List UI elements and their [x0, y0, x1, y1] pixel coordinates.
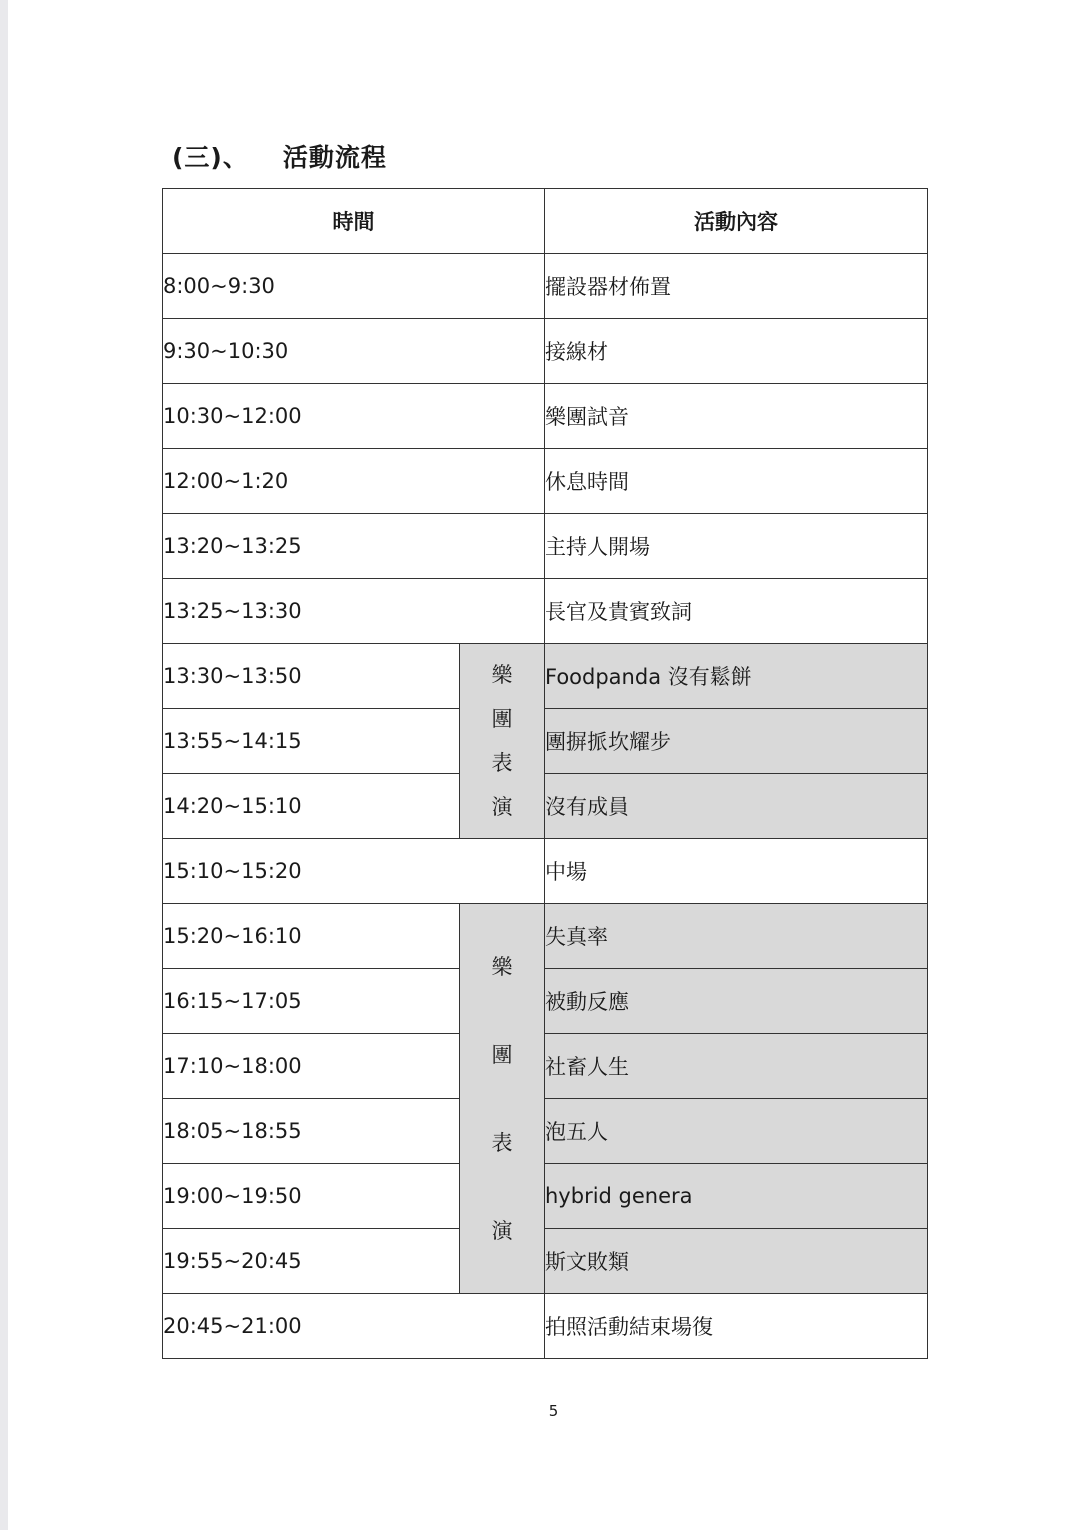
activity-cell: 主持人開場 — [545, 514, 928, 579]
time-cell: 13:55~14:15 — [163, 709, 460, 774]
group-label-char: 團 — [491, 707, 513, 731]
header-time: 時間 — [163, 189, 545, 254]
group-label-char: 表 — [491, 1130, 513, 1155]
time-cell: 19:00~19:50 — [163, 1164, 460, 1229]
activity-cell: hybrid genera — [545, 1164, 928, 1229]
time-cell: 20:45~21:00 — [163, 1294, 545, 1359]
activity-cell: 擺設器材佈置 — [545, 254, 928, 319]
table-row — [163, 319, 928, 384]
table-row — [163, 904, 928, 969]
page-left-edge — [0, 0, 8, 1530]
group-label-char: 團 — [491, 1042, 513, 1067]
table-row — [163, 254, 928, 319]
header-activity: 活動內容 — [545, 189, 928, 254]
table-row — [163, 969, 928, 1034]
time-cell: 13:30~13:50 — [163, 644, 460, 709]
time-cell: 17:10~18:00 — [163, 1034, 460, 1099]
time-cell: 15:10~15:20 — [163, 839, 545, 904]
time-cell: 9:30~10:30 — [163, 319, 545, 384]
table-row — [163, 839, 928, 904]
activity-cell: 沒有成員 — [545, 774, 928, 839]
activity-cell: 中場 — [545, 839, 928, 904]
time-cell: 19:55~20:45 — [163, 1229, 460, 1294]
time-cell: 14:20~15:10 — [163, 774, 460, 839]
group-label-char: 演 — [491, 1218, 513, 1243]
activity-cell: 拍照活動結束場復 — [545, 1294, 928, 1359]
time-cell: 13:25~13:30 — [163, 579, 545, 644]
activity-cell: 社畜人生 — [545, 1034, 928, 1099]
time-cell: 12:00~1:20 — [163, 449, 545, 514]
activity-cell: 失真率 — [545, 904, 928, 969]
time-cell: 8:00~9:30 — [163, 254, 545, 319]
group-label-char: 表 — [491, 751, 513, 775]
time-cell: 16:15~17:05 — [163, 969, 460, 1034]
group-label-char: 樂 — [491, 663, 513, 687]
page-number: 5 — [548, 1402, 559, 1420]
section-title: 活動流程 — [282, 143, 387, 172]
table-row — [163, 1034, 928, 1099]
time-cell: 15:20~16:10 — [163, 904, 460, 969]
activity-cell: 休息時間 — [545, 449, 928, 514]
table-row — [163, 709, 928, 774]
band-performance-label — [460, 644, 545, 839]
activity-cell: Foodpanda 沒有鬆餅 — [545, 644, 928, 709]
schedule-table — [162, 188, 928, 1359]
time-cell: 13:20~13:25 — [163, 514, 545, 579]
section-heading — [172, 138, 387, 174]
table-row — [163, 579, 928, 644]
time-cell: 10:30~12:00 — [163, 384, 545, 449]
band-performance-label — [460, 904, 545, 1294]
table-row — [163, 644, 928, 709]
header-row — [163, 189, 928, 254]
section-number: (三)、 — [172, 143, 249, 172]
table-row — [163, 514, 928, 579]
table-row — [163, 1229, 928, 1294]
table-row — [163, 449, 928, 514]
activity-cell: 團摒挀坎耀步 — [545, 709, 928, 774]
table-row — [163, 1099, 928, 1164]
activity-cell: 長官及貴賓致詞 — [545, 579, 928, 644]
activity-cell: 斯文敗類 — [545, 1229, 928, 1294]
activity-cell: 被動反應 — [545, 969, 928, 1034]
table-row — [163, 384, 928, 449]
activity-cell: 接線材 — [545, 319, 928, 384]
table-row — [163, 1294, 928, 1359]
table-row — [163, 774, 928, 839]
group-label-char: 演 — [491, 795, 513, 819]
activity-cell: 泡五人 — [545, 1099, 928, 1164]
activity-cell: 樂團試音 — [545, 384, 928, 449]
time-cell: 18:05~18:55 — [163, 1099, 460, 1164]
table-row — [163, 1164, 928, 1229]
group-label-char: 樂 — [491, 954, 513, 979]
